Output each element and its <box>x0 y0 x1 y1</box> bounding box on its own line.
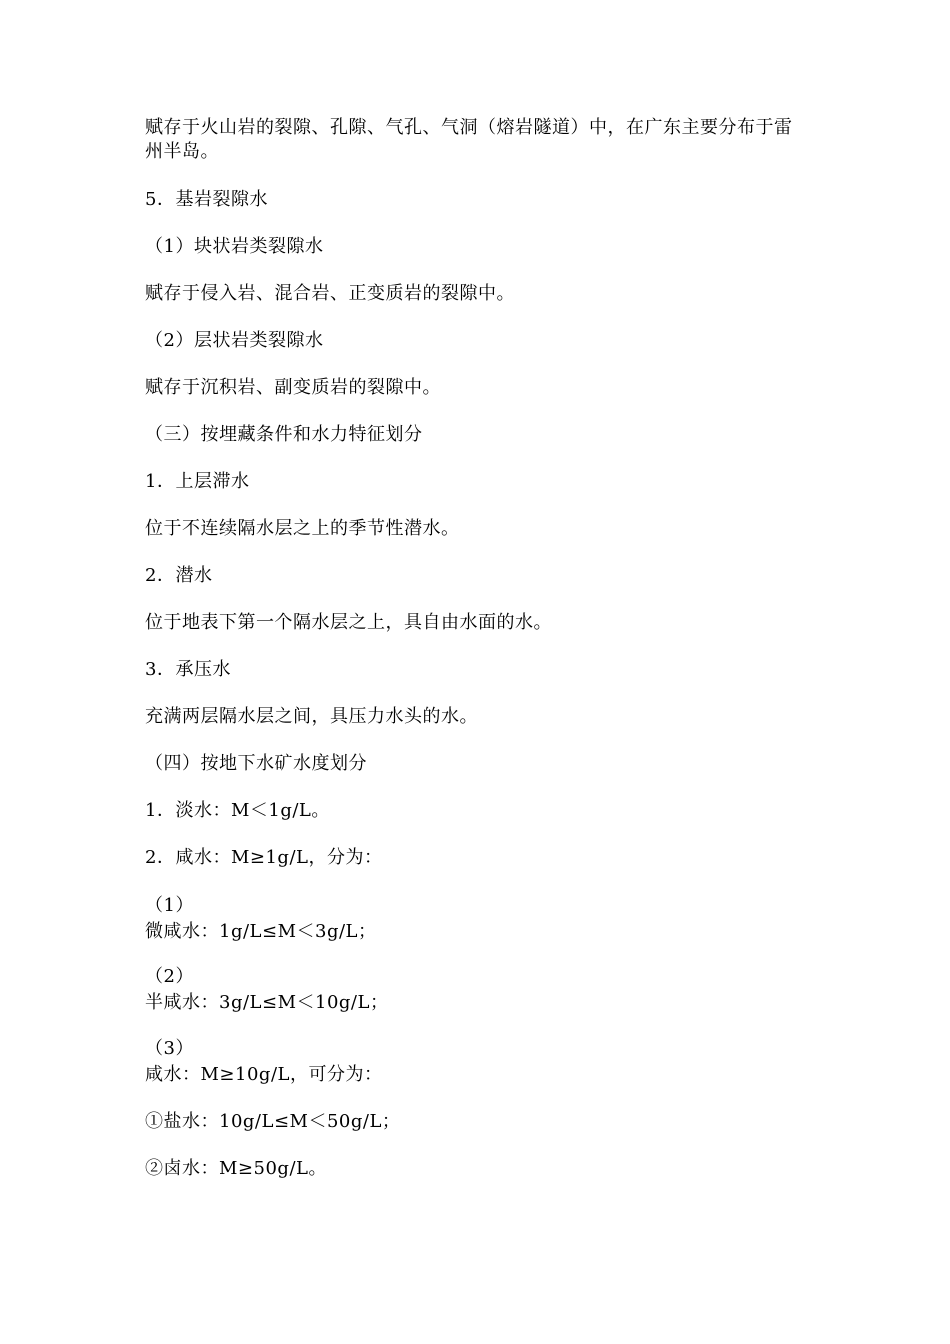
paragraph-layered-rock: 赋存于沉积岩、副变质岩的裂隙中。 <box>145 377 441 398</box>
heading-phreatic-water: 2．潜水 <box>145 565 213 586</box>
heading-perched-water: 1．上层滞水 <box>145 471 250 492</box>
subheading-massive-rock: （1）块状岩类裂隙水 <box>145 236 324 257</box>
item-number-2: （2） <box>145 966 194 987</box>
item-semi-saline: 半咸水：3g/L≤M＜10g/L； <box>145 992 389 1013</box>
paragraph-phreatic-water: 位于地表下第一个隔水层之上，具自由水面的水。 <box>145 612 552 633</box>
item-number-1: （1） <box>145 895 194 916</box>
section-heading-mineralization: （四）按地下水矿水度划分 <box>145 753 367 774</box>
subheading-layered-rock: （2）层状岩类裂隙水 <box>145 330 324 351</box>
item-slightly-saline: 微咸水：1g/L≤M＜3g/L； <box>145 921 377 942</box>
section-heading-burial: （三）按埋藏条件和水力特征划分 <box>145 424 423 445</box>
paragraph-perched-water: 位于不连续隔水层之上的季节性潜水。 <box>145 518 460 539</box>
paragraph-volcanic-text-line2: 州半岛。 <box>145 141 219 162</box>
paragraph-volcanic-text-line1: 赋存于火山岩的裂隙、孔隙、气孔、气洞（熔岩隧道）中，在广东主要分布于雷 <box>145 117 793 138</box>
item-fresh-water: 1．淡水：M＜1g/L。 <box>145 800 330 821</box>
heading-confined-water: 3．承压水 <box>145 659 231 680</box>
item-saline-water: 2．咸水：M≥1g/L，分为： <box>145 847 383 868</box>
paragraph-confined-water: 充满两层隔水层之间，具压力水头的水。 <box>145 706 478 727</box>
item-salt-water: ①盐水：10g/L≤M＜50g/L； <box>145 1111 401 1132</box>
item-number-3: （3） <box>145 1038 194 1059</box>
paragraph-massive-rock: 赋存于侵入岩、混合岩、正变质岩的裂隙中。 <box>145 283 515 304</box>
item-brine: ②卤水：M≥50g/L。 <box>145 1158 327 1179</box>
item-saline-sub: 咸水：M≥10g/L，可分为： <box>145 1064 383 1085</box>
heading-bedrock-fissure-water: 5．基岩裂隙水 <box>145 189 268 210</box>
